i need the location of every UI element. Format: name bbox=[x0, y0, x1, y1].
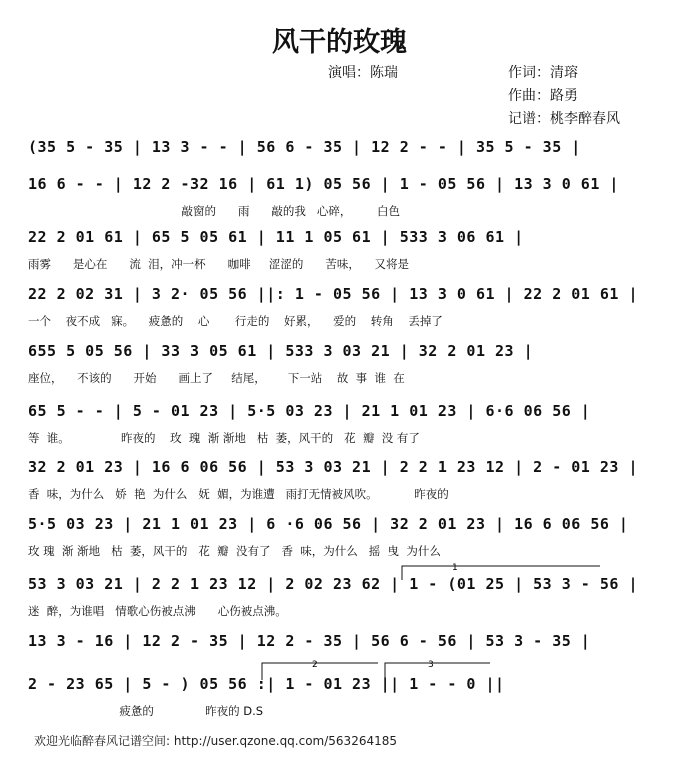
notation: 22 2 01 61 | 65 5 05 61 | 11 1 05 61 | 533 3 06 61 | bbox=[28, 228, 524, 246]
score-line bbox=[28, 515, 654, 561]
transcriber-credit: 记谱：桃李醉春风 bbox=[508, 111, 620, 127]
footer-note: 欢迎光临醉春风记谱空间: http://user.qzone.qq.com/563264185 bbox=[34, 734, 398, 748]
notation: (35 5 - 35 | 13 3 - - | 56 6 - 35 | 12 2 - - | 35 5 - 35 | bbox=[28, 138, 581, 156]
score-line bbox=[28, 228, 654, 274]
lyrics: 敲窗的 雨 敲的我 心碎， 白色 bbox=[28, 204, 400, 218]
notation: 65 5 - - | 5 - 01 23 | 5·5 03 23 | 21 1 01 23 | 6·6 06 56 | bbox=[28, 402, 591, 420]
lyrics: 迷 醉，为谁唱 情歌心伤被点沸 心伤被点沸。 bbox=[28, 604, 287, 618]
singer-credit: 演唱：陈瑞 bbox=[328, 65, 398, 81]
notation: 13 3 - 16 | 12 2 - 35 | 12 2 - 35 | 56 6 - 56 | 53 3 - 35 | bbox=[28, 632, 591, 650]
score-line bbox=[28, 285, 654, 331]
lyrics: 雨雾 是心在 流 泪，冲一杯 咖啡 涩涩的 苦味， 又将是 bbox=[28, 257, 409, 271]
notation: 32 2 01 23 | 16 6 06 56 | 53 3 03 21 | 2 2 1 23 12 | 2 - 01 23 | bbox=[28, 458, 638, 476]
composer-credit: 作曲：路勇 bbox=[508, 88, 578, 104]
lyrics: 香 味，为什么 娇 艳 为什么 妩 媚，为谁遭 雨打无情被风吹。 昨夜的 bbox=[28, 487, 449, 501]
score-line bbox=[28, 458, 654, 504]
score-line bbox=[28, 675, 654, 721]
lyricist-credit: 作词：清瑢 bbox=[508, 65, 578, 81]
volta-3-label: 3 bbox=[428, 660, 434, 670]
lyrics: 疲惫的 昨夜的 D.S bbox=[28, 704, 264, 718]
lyrics: 玫 瑰 渐 渐地 枯 萎，风干的 花 瓣 没有了 香 味，为什么 摇 曳 为什么 bbox=[28, 544, 441, 558]
notation: 655 5 05 56 | 33 3 05 61 | 533 3 03 21 | 32 2 01 23 | bbox=[28, 342, 534, 360]
score-line bbox=[28, 175, 654, 221]
score-line bbox=[28, 402, 654, 448]
lyrics: 等 谁。 昨夜的 玫 瑰 渐 渐地 枯 萎，风干的 花 瓣 没 有了 bbox=[28, 431, 420, 445]
lyrics: 座位， 不该的 开始 画上了 结尾， 下一站 故 事 谁 在 bbox=[28, 371, 405, 385]
volta-1-label: 1 bbox=[452, 563, 458, 573]
lyrics: 一个 夜不成 寐。 疲惫的 心 行走的 好累， 爱的 转角 丢掉了 bbox=[28, 314, 443, 328]
volta-2-label: 2 bbox=[312, 660, 318, 670]
page-title: 风干的玫瑰 bbox=[272, 27, 407, 58]
score-line bbox=[28, 632, 654, 678]
score-line bbox=[28, 342, 654, 388]
score-line bbox=[28, 575, 654, 621]
notation: 2 - 23 65 | 5 - ) 05 56 :| 1 - 01 23 || 1 - - 0 || bbox=[28, 675, 505, 693]
notation: 5·5 03 23 | 21 1 01 23 | 6 ·6 06 56 | 32 2 01 23 | 16 6 06 56 | bbox=[28, 515, 629, 533]
notation: 53 3 03 21 | 2 2 1 23 12 | 2 02 23 62 | 1 - (01 25 | 53 3 - 56 | bbox=[28, 575, 638, 593]
notation: 22 2 02 31 | 3 2· 05 56 ||: 1 - 05 56 | 13 3 0 61 | 22 2 01 61 | bbox=[28, 285, 638, 303]
notation: 16 6 - - | 12 2 -32 16 | 61 1) 05 56 | 1 - 05 56 | 13 3 0 61 | bbox=[28, 175, 619, 193]
